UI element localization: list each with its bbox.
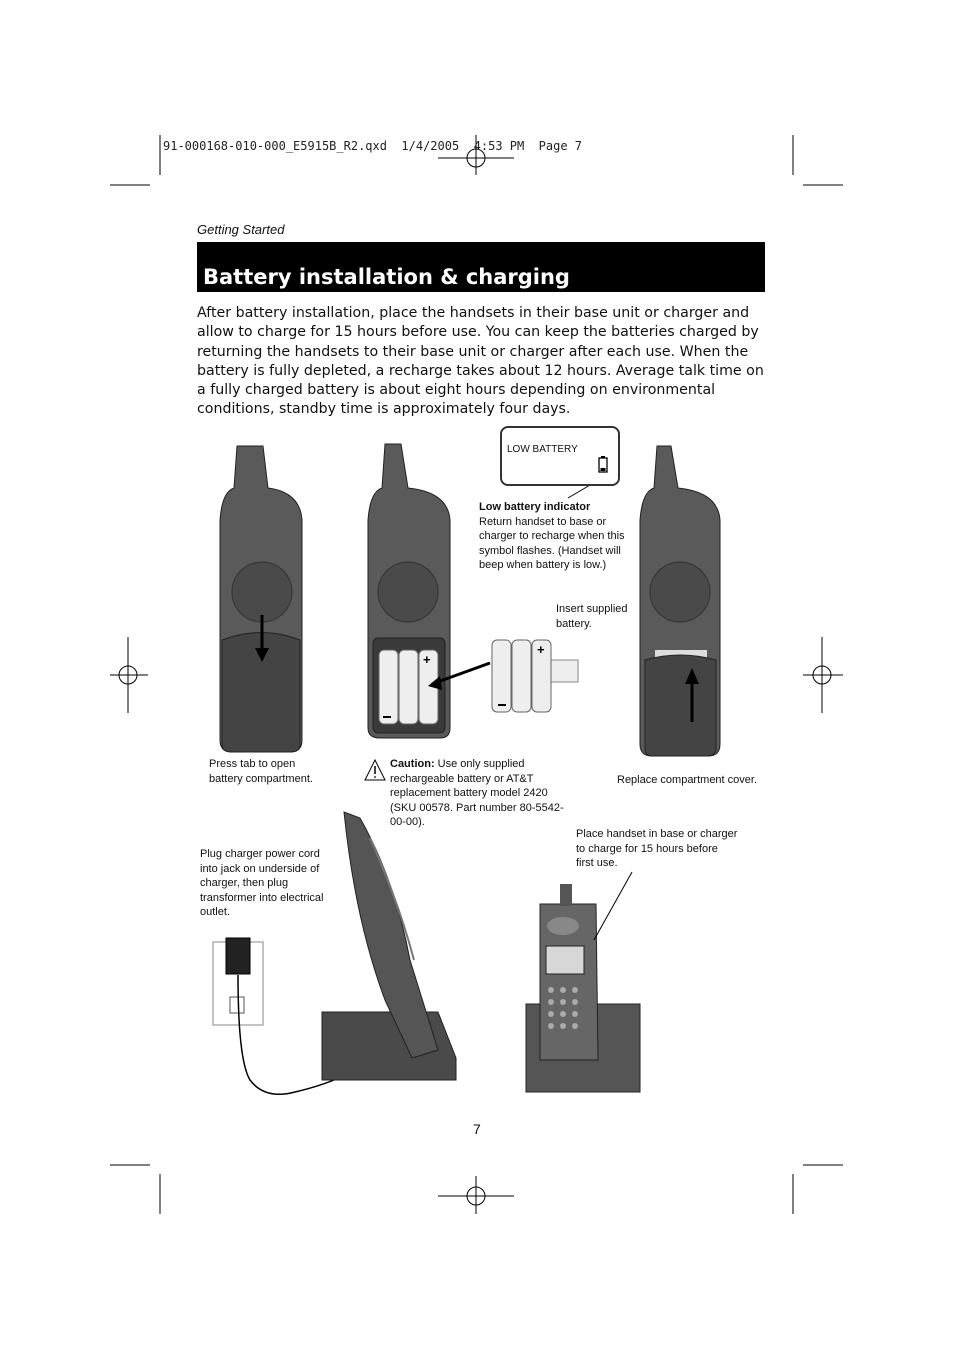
handset-in-base-front (526, 872, 640, 1092)
handset-back-open (368, 444, 490, 738)
insert-battery-caption: Insert supplied battery. (556, 603, 628, 630)
handset-back-closed (220, 446, 302, 752)
page-number: 7 (473, 1121, 481, 1137)
svg-text:+: + (537, 642, 545, 657)
low-battery-icon (598, 456, 608, 474)
svg-text:+: + (423, 652, 431, 667)
print-slug: 91-000168-010-000_E5915B_R2.qxd 1/4/2005 4:53 PM Page 7 (163, 139, 583, 153)
intro-paragraph: After battery installation, place the handsets in their base unit or charger and allow to charge for 15 hours before use. You can keep the batteries charged by returning the handsets to their base unit or charger after each use. When the battery is fully depleted, a recharge takes about 12 hours. Average talk time on a fully charged battery is about eight hours depending on environmental conditions, standby time is approximately four days. (197, 305, 764, 418)
caution-icon (365, 760, 385, 780)
lcd-display (500, 426, 620, 486)
section-label: Getting Started (197, 222, 285, 237)
caution-label: Caution: (390, 758, 435, 770)
battery-pack (492, 640, 578, 712)
charger-side-view (322, 812, 456, 1080)
title-bar (197, 242, 765, 292)
plug-charger-caption: Plug charger power cord into jack on underside of charger, then plug transformer into electrical outlet. (200, 848, 324, 918)
caution-body: Use only supplied rechargeable battery or AT&T replacement battery model 2420 (SKU 00578. Part number 80-5542-00-00). (390, 758, 564, 828)
replace-cover-caption: Replace compartment cover. (617, 774, 758, 786)
caution-caption (390, 757, 572, 830)
low-battery-body: Return handset to base or charger to recharge when this symbol flashes. (Handset will beep when battery is low.) (479, 515, 625, 571)
lcd-text: LOW BATTERY (507, 444, 578, 455)
page-title: Battery installation & charging (203, 265, 570, 289)
low-battery-caption (479, 500, 629, 573)
low-battery-heading: Low battery indicator (479, 501, 591, 513)
press-tab-caption: Press tab to open battery compartment. (209, 758, 313, 785)
place-handset-caption: Place handset in base or charger to charge for 15 hours before first use. (576, 828, 738, 869)
handset-back-replace-cover (640, 446, 720, 756)
